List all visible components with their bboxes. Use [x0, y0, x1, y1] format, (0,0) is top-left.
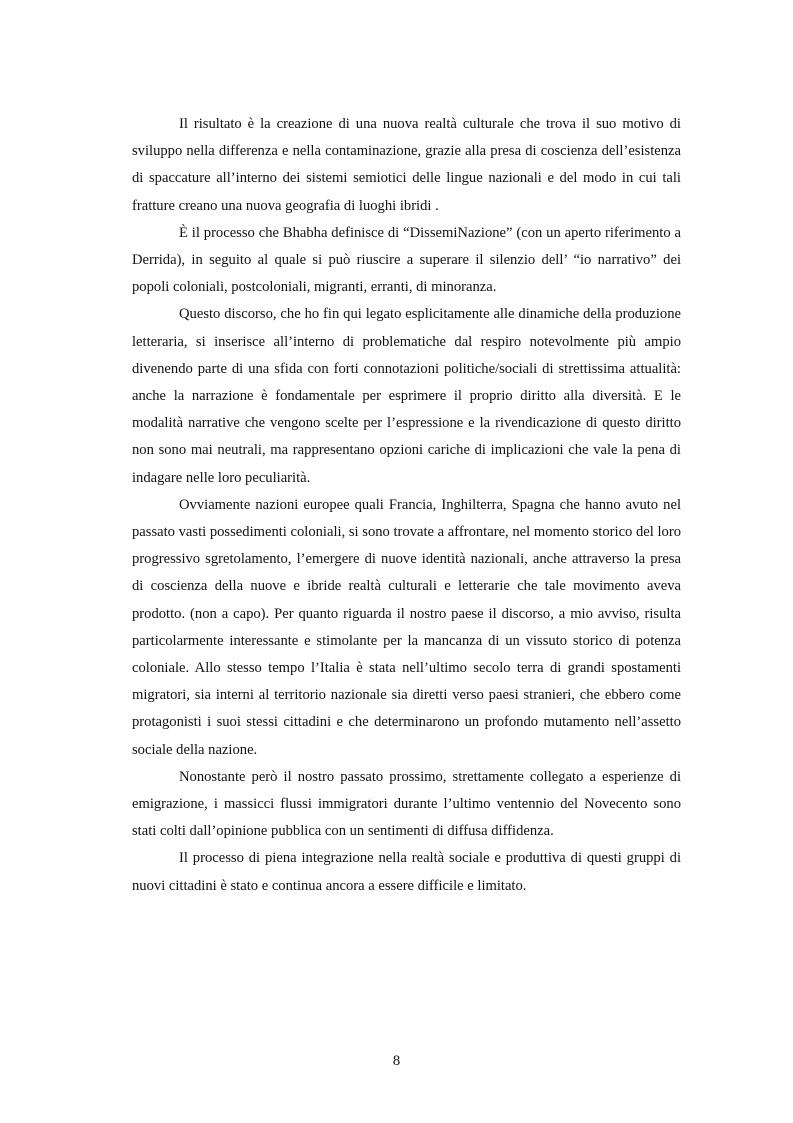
paragraph: Questo discorso, che ho fin qui legato esplicitamente alle dinamiche della produzione letteraria, si inserisce all’interno di problematiche dal respiro notevolmente più ampio divenendo parte di una sfida con forti connotazioni politiche/sociali di strettissima attualità: anche la narrazione è fondamentale per esprimere il proprio diritto alla diversità. E le modalità narrative che vengono scelte per l’espressione e la rivendicazione di questo diritto non sono mai neutrali, ma rappresentano opzioni cariche di implicazioni che vale la pena di indagare nelle loro peculiarità.	[132, 306, 681, 486]
paragraph: Il processo di piena integrazione nella realtà sociale e produttiva di questi gruppi di nuovi cittadini è stato e continua ancora a essere difficile e limitato.	[132, 850, 681, 894]
body-text	[132, 111, 681, 900]
paragraph: È il processo che Bhabha definisce di “DissemiNazione” (con un aperto riferimento a Derrida), in seguito al quale si può riuscire a superare il silenzio dell’ “io narrativo” dei popoli coloniali, postcoloniali, migranti, erranti, di minoranza.	[132, 224, 681, 296]
paragraph: Ovviamente nazioni europee quali Francia, Inghilterra, Spagna che hanno avuto nel passato vasti possedimenti coloniali, si sono trovate a affrontare, nel momento storico del loro progressivo sgretolamento, l’emergere di nuove identità nazionali, anche attraverso la presa di coscienza della nuove e ibride realtà culturali e letterarie che tale movimento aveva prodotto. (non a capo). Per quanto riguarda il nostro paese il discorso, a mio avviso, risulta particolarmente interessante e stimolante per la mancanza di un vissuto storico di potenza coloniale. Allo stesso tempo l’Italia è stata nell’ultimo secolo terra di grandi spostamenti migratori, sia interni al territorio nazionale sia diretti verso paesi stranieri, che ebbero come protagonisti i suoi stessi cittadini e che determinarono un profondo mutamento nell’assetto sociale della nazione.	[132, 496, 681, 758]
paragraph: Il risultato è la creazione di una nuova realtà culturale che trova il suo motivo di sviluppo nella differenza e nella contaminazione, grazie alla presa di coscienza dell’esistenza di spaccature all’interno dei sistemi semiotici delle lingue nazionali e del modo in cui tali fratture creano una nuova geografia di luoghi ibridi .	[132, 116, 681, 214]
page-number: 8	[392, 1053, 401, 1069]
paragraph: Nonostante però il nostro passato prossimo, strettamente collegato a esperienze di emigrazione, i massicci flussi immigratori durante l’ultimo ventennio del Novecento sono stati colti dall’opinione pubblica con un sentimenti di diffusa diffidenza.	[132, 768, 681, 840]
